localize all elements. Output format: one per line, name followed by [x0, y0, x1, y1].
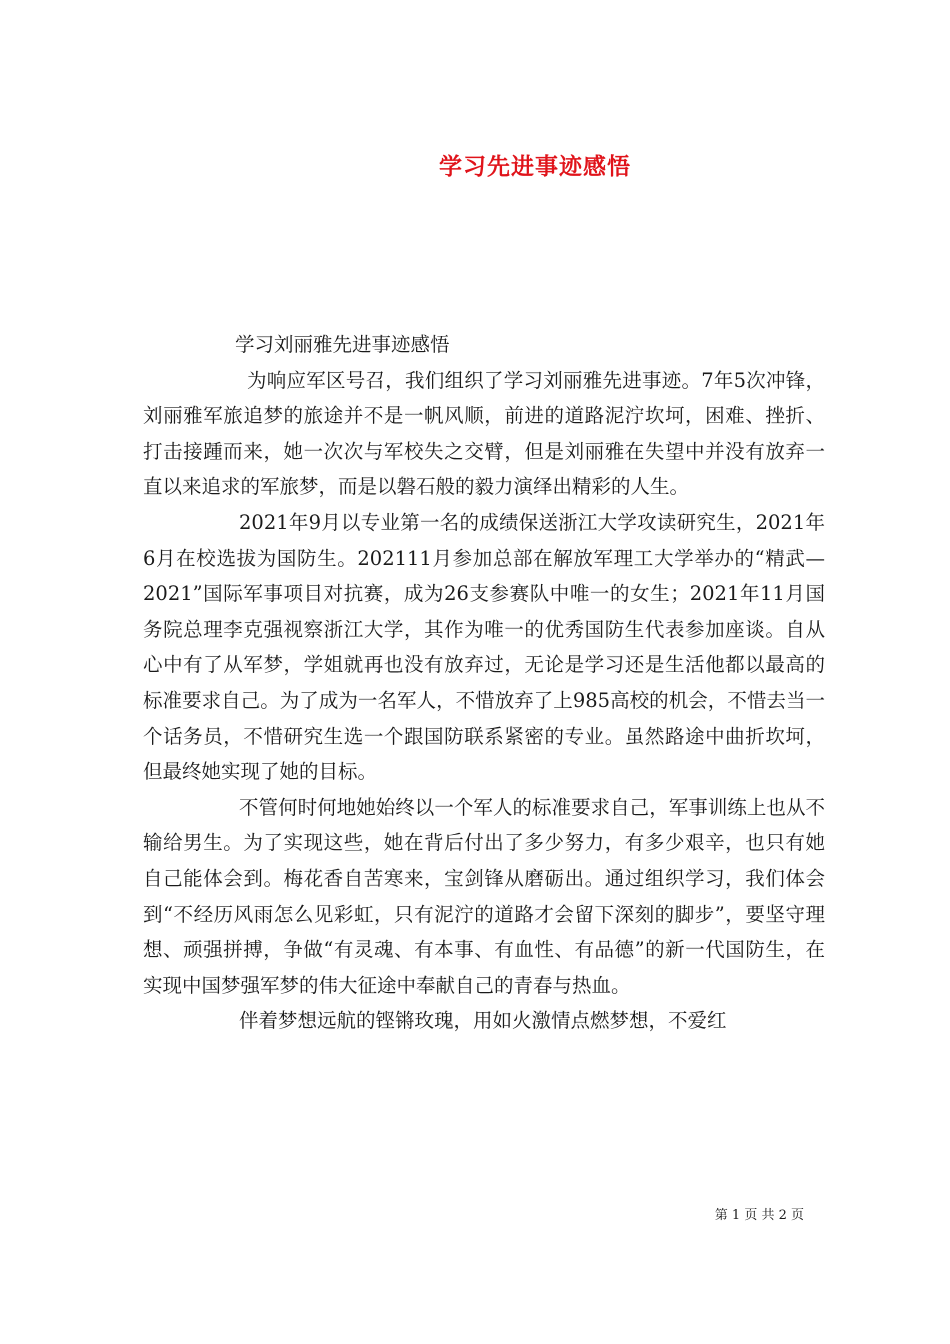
page-number: 第 1 页 共 2 页: [714, 1208, 804, 1223]
document-body: [143, 327, 825, 1039]
document-subtitle: 学习刘丽雅先进事迹感悟: [235, 333, 450, 356]
paragraph-4: 伴着梦想远航的铿锵玫瑰，用如火激情点燃梦想，不爱红: [239, 1009, 727, 1033]
paragraph-2: 2021年9月以专业第一名的成绩保送浙江大学攻读研究生，2021年6月在校选拔为国防生。202111月参加总部在解放军理工大学举办的“精武—2021”国际军事项目对抗赛，成为26支参赛队中唯一的女生；2021年11月国务院总理李克强视察浙江大学，其作为唯一的优秀国防生代表参加座谈。自从心中有了从军梦，学姐就再也没有放弃过，无论是学习还是生活他都以最高的标准要求自己。为了成为一名军人，不惜放弃了上985高校的机会，不惜去当一个话务员，不惜研究生选一个跟国防联系紧密的专业。虽然路途中曲折坎坷，但最终她实现了她的目标。: [143, 510, 825, 784]
paragraph-1: 为响应军区号召，我们组织了学习刘丽雅先进事迹。7年5次冲锋，刘丽雅军旅追梦的旅途并不是一帆风顺，前进的道路泥泞坎坷，困难、挫折、打击接踵而来，她一次次与军校失之交臂，但是刘丽雅在失望中并没有放弃一直以来追求的军旅梦，而是以磐石般的毅力演绎出精彩的人生。: [143, 368, 825, 499]
page-title: 学习先进事迹感悟: [439, 153, 631, 181]
paragraph-3: 不管何时何地她始终以一个军人的标准要求自己，军事训练上也从不输给男生。为了实现这些，她在背后付出了多少努力，有多少艰辛，也只有她自己能体会到。梅花香自苦寒来，宝剑锋从磨砺出。通过组织学习，我们体会到“不经历风雨怎么见彩虹，只有泥泞的道路才会留下深刻的脚步”，要坚守理想、顽强拼搏，争做“有灵魂、有本事、有血性、有品德”的新一代国防生，在实现中国梦强军梦的伟大征途中奉献自己的青春与热血。: [143, 795, 825, 997]
